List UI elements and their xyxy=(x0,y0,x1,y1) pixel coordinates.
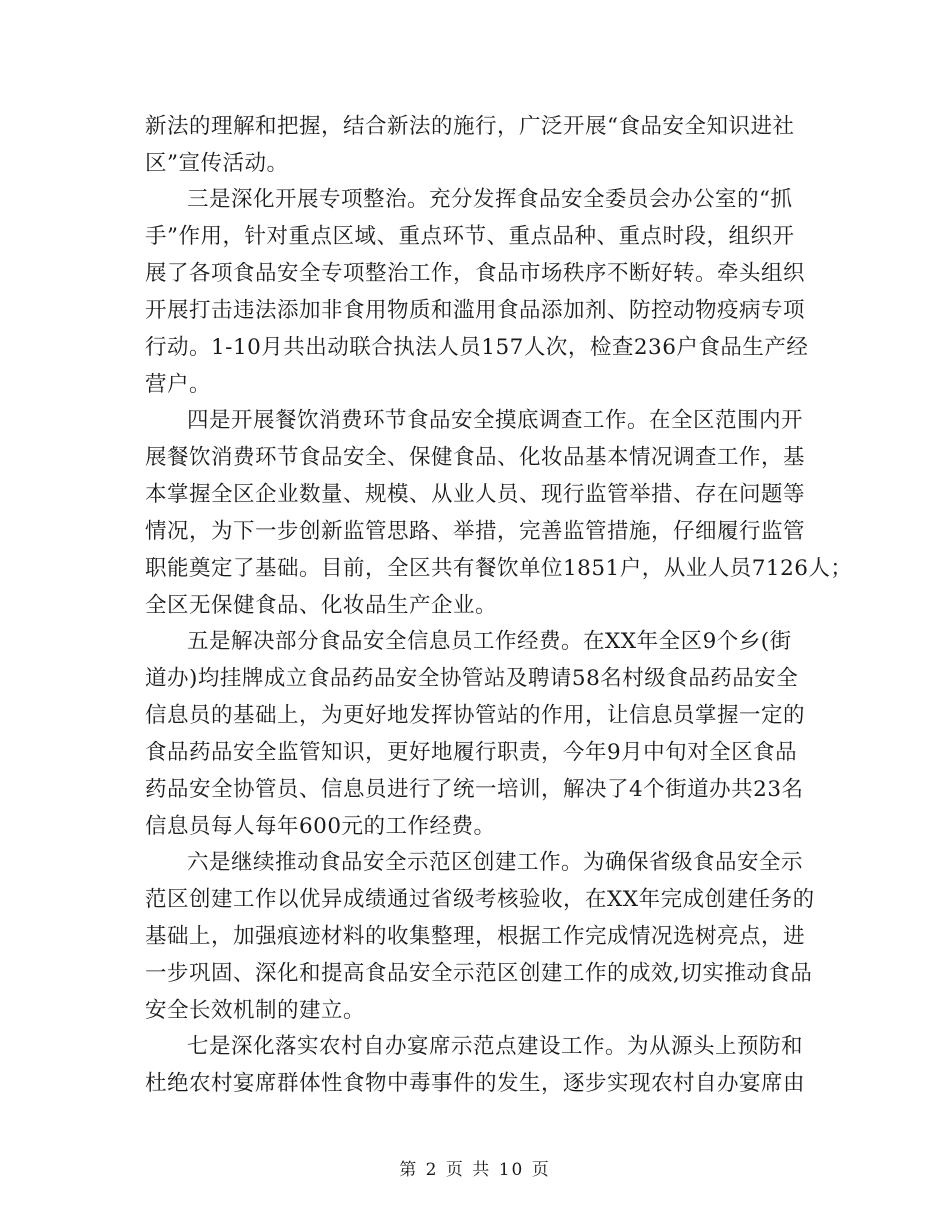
text-line: 展餐饮消费环节食品安全、保健食品、化妆品基本情况调查工作，基 xyxy=(145,445,806,470)
text-line: 本掌握全区企业数量、规模、从业人员、现行监管举措、存在问题等 xyxy=(145,482,806,507)
text-line: 全区无保健食品、化妆品生产企业。 xyxy=(145,593,498,618)
paragraph-first-line: 七是深化落实农村自办宴席示范点建设工作。为从源头上预防和 xyxy=(187,1034,804,1059)
text-line: 新法的理解和把握，结合新法的施行，广泛开展“食品安全知识进社 xyxy=(145,114,795,139)
text-line: 一步巩固、深化和提高食品安全示范区创建工作的成效,切实推动食品 xyxy=(145,961,813,986)
text-line: 手”作用，针对重点区域、重点环节、重点品种、重点时段，组织开 xyxy=(145,224,795,249)
paragraph-first-line: 六是继续推动食品安全示范区创建工作。为确保省级食品安全示 xyxy=(187,850,804,875)
text-line: 安全长效机制的建立。 xyxy=(145,998,366,1023)
text-line: 职能奠定了基础。目前，全区共有餐饮单位1851户，从业人员7126人； xyxy=(145,556,853,581)
text-line: 行动。1-10月共出动联合执法人员157人次，检查236户食品生产经 xyxy=(145,335,809,360)
text-line: 基础上，加强痕迹材料的收集整理，根据工作完成情况选树亮点，进 xyxy=(145,924,806,949)
text-line: 范区创建工作以优异成绩通过省级考核验收，在XX年完成创建任务的 xyxy=(145,887,815,912)
text-line: 药品安全协管员、信息员进行了统一培训，解决了4个街道办共23名 xyxy=(145,777,804,802)
paragraph-first-line: 三是深化开展专项整治。充分发挥食品安全委员会办公室的“抓 xyxy=(187,187,793,212)
text-line: 营户。 xyxy=(145,372,212,397)
page-number-footer: 第 2 页 共 10 页 xyxy=(399,1160,551,1180)
text-line: 信息员每人每年600元的工作经费。 xyxy=(145,814,496,839)
text-line: 杜绝农村宴席群体性食物中毒事件的发生，逐步实现农村自办宴席由 xyxy=(145,1071,806,1096)
paragraph-first-line: 四是开展餐饮消费环节食品安全摸底调查工作。在全区范围内开 xyxy=(187,408,804,433)
text-line: 道办)均挂牌成立食品药品安全协管站及聘请58名村级食品药品安全 xyxy=(145,666,799,691)
text-line: 区”宣传活动。 xyxy=(145,151,289,176)
text-line: 食品药品安全监管知识，更好地履行职责，今年9月中旬对全区食品 xyxy=(145,740,798,765)
text-line: 信息员的基础上，为更好地发挥协管站的作用，让信息员掌握一定的 xyxy=(145,703,806,728)
text-line: 情况，为下一步创新监管思路、举措，完善监管措施，仔细履行监管 xyxy=(145,519,806,544)
text-line: 展了各项食品安全专项整治工作，食品市场秩序不断好转。牵头组织 xyxy=(145,261,806,286)
paragraph-first-line: 五是解决部分食品安全信息员工作经费。在XX年全区9个乡(街 xyxy=(187,629,792,654)
text-line: 开展打击违法添加非食用物质和滥用食品添加剂、防控动物疫病专项 xyxy=(145,298,806,323)
